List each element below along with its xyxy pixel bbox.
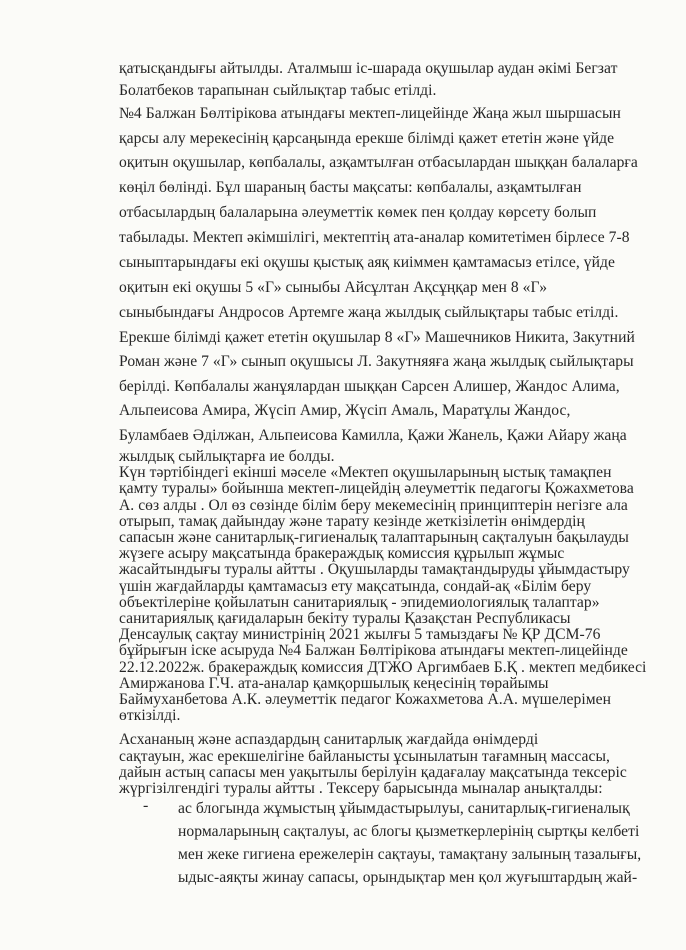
document-line: Денсаулық сақтау министрінің 2021 жылғы 5 тамыздағы № ҚР ДСМ-76	[119, 626, 601, 643]
document-line: Амиржанова Г.Ч. ата-аналар қамқоршылық кеңесінің төрайымы	[119, 675, 549, 692]
document-line: Альпеисова Амира, Жүсіп Амир, Жүсіп Амаль, Маратұлы Жандос,	[119, 402, 571, 419]
document-line: 22.12.2022ж. бракераждық комиссия ДТЖО Аргимбаев Б.Қ . мектеп медбикесі	[119, 659, 647, 676]
document-line: №4 Балжан Бөлтірікова атындағы мектеп-лицейінде Жаңа жыл шыршасын	[119, 105, 621, 122]
document-line: Буламбаев Әділжан, Альпеисова Камилла, Қажи Жанель, Қажи Айару жаңа	[119, 427, 627, 444]
document-line: қатысқандығы айтылды. Аталмыш іс-шарада оқушылар аудан әкімі Бегзат	[119, 60, 618, 77]
document-line: А. сөз алды . Ол өз сөзінде білім беру мекемесінің принциптерін негізге ала	[119, 497, 628, 514]
document-line: қарсы алу мерекесінің қарсаңында ерекше білімді қажет ететін және үйде	[119, 130, 615, 147]
document-line: оқитын оқушылар, көпбалалы, азқамтылған отбасылардан шыққан балаларға	[119, 154, 638, 171]
document-line: сыныбындағы Андросов Артемге жаңа жылдық сыйлықтары табыс етілді.	[119, 304, 619, 321]
document-line: үшін жағдайларды қамтамасыз ету мақсатында, сондай-ақ «Білім беру	[119, 578, 592, 595]
document-line: берілді. Көпбалалы жанұялардан шыққан Сарсен Алишер, Жандос Алима,	[119, 378, 620, 395]
document-line: Ерекше білімді қажет ететін оқушылар 8 «Г» Машечников Никита, Закутний	[119, 329, 635, 346]
document-line: жылдық сыйлықтарға ие болды.	[119, 448, 335, 465]
document-line: өткізілді.	[119, 707, 181, 724]
document-line: объектілеріне қойылатын санитариялық - эпидемиологиялық талаптар»	[119, 594, 600, 611]
document-line: сапасын және санитарлық-гигиеналық талаптарының сақталуын бақылауды	[119, 529, 629, 546]
document-line: Болатбеков тарапынан сыйлықтар табыс етілді.	[119, 82, 437, 99]
document-line: жүргізілгендігі туралы айтты . Тексеру барысында мыналар анықталды:	[119, 780, 603, 797]
bullet-line: ас блогында жұмыстың ұйымдастырылуы, санитарлық-гигиеналық	[178, 800, 630, 817]
document-line: дайын астың сапасы мен уақытылы берілуін қадағалау мақсатында тексеріс	[119, 764, 627, 781]
document-line: бұйрығын іске асыруда №4 Балжан Бөлтірікова атындағы мектеп-лицейінде	[119, 642, 628, 659]
document-line: табылады. Мектеп әкімшілігі, мектептің ата-аналар комитетімен бірлесе 7-8	[119, 229, 630, 246]
document-line: сақтауын, жас ерекшелігіне байланысты ұсынылатын тағамның массасы,	[119, 748, 610, 765]
bullet-line: нормаларының сақталуы, ас блогы қызметкерлерінің сыртқы келбеті	[178, 823, 640, 840]
document-line: көңіл бөлінді. Бұл шараның басты мақсаты: көпбалалы, азқамтылған	[119, 179, 582, 196]
bullet-marker: -	[143, 797, 149, 814]
document-line: Баймуханбетова А.К. әлеуметтік педагог Кожахметова А.А. мүшелерімен	[119, 691, 612, 708]
document-line: санитариялық қағидаларын бекіту туралы Қазақстан Республикасы	[119, 610, 571, 627]
bullet-line: ыдыс-аяқты жинау сапасы, орындықтар мен қол жуғыштардың жай-	[178, 869, 638, 886]
document-line: жүзеге асыру мақсатында бракераждық комиссия құрылып жұмыс	[119, 545, 565, 562]
document-line: Күн тәртібіндегі екінші мәселе «Мектеп оқушыларының ыстық тамақпен	[119, 464, 612, 481]
document-line: Асхананың және аспаздардың санитарлық жағдайда өнімдерді	[119, 731, 539, 748]
document-line: отырып, тамақ дайындау және тарату кезінде жеткізілетін өнімдердің	[119, 513, 585, 530]
document-line: жасайтындығы туралы айтты . Оқушыларды тамақтандыруды ұйымдастыру	[119, 561, 630, 578]
document-line: Роман және 7 «Г» сынып оқушысы Л. Закутняяға жаңа жылдық сыйлықтары	[119, 353, 634, 370]
bullet-line: мен жеке гигиена ережелерін сақтауы, тамақтану залының тазалығы,	[178, 846, 642, 863]
document-line: қамту туралы» бойынша мектеп-лицейдің әлеуметтік педагогы Қожахметова	[119, 480, 634, 497]
document-line: оқитын екі оқушы 5 «Г» сыныбы Айсұлтан Ақсұңқар мен 8 «Г»	[119, 279, 548, 296]
document-line: сыныптарындағы екі оқушы қыстық аяқ киіммен қамтамасыз етілсе, үйде	[119, 254, 615, 271]
document-line: отбасылардың балаларына әлеуметтік көмек пен қолдау көрсету болып	[119, 204, 597, 221]
